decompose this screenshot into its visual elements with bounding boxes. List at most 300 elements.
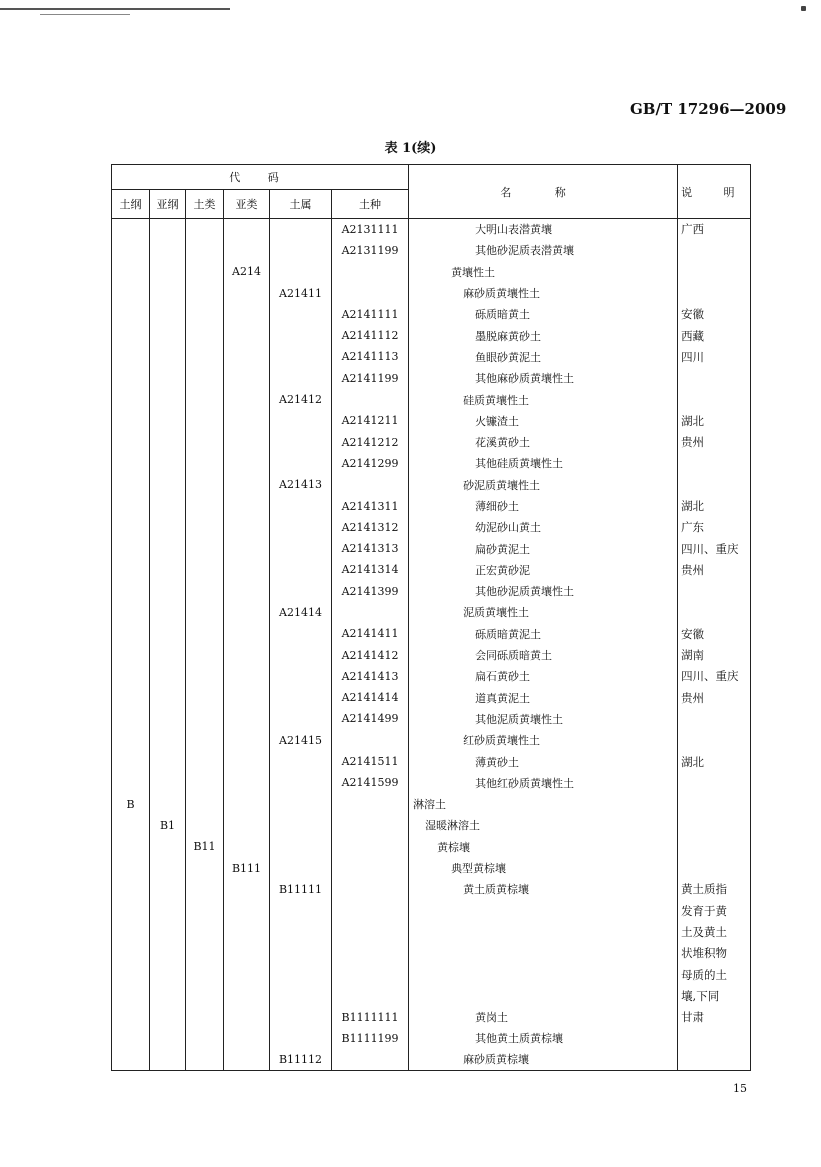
note-cell: 壤,下同	[678, 985, 751, 1006]
suborder-code	[150, 708, 186, 729]
order-code	[112, 240, 150, 261]
family-code	[270, 900, 332, 921]
note-cell: 土及黄土	[678, 921, 751, 942]
table-row	[112, 453, 751, 474]
family-code	[270, 1028, 332, 1049]
order-code	[112, 495, 150, 516]
table-body	[112, 219, 751, 1071]
order-code	[112, 1028, 150, 1049]
subgroup-code	[224, 282, 270, 303]
note-cell	[678, 730, 751, 751]
family-code	[270, 304, 332, 325]
group-code	[186, 453, 224, 474]
group-code	[186, 559, 224, 580]
table-row	[112, 772, 751, 793]
series-code: B1111111	[332, 1006, 409, 1027]
soil-name: 鱼眼砂黄泥土	[409, 346, 678, 367]
series-code: A2141314	[332, 559, 409, 580]
family-code	[270, 538, 332, 559]
series-code: A2141113	[332, 346, 409, 367]
table-row	[112, 474, 751, 495]
order-code	[112, 368, 150, 389]
series-code	[332, 815, 409, 836]
series-code: A2141511	[332, 751, 409, 772]
soil-name: 砾质暗黄土	[409, 304, 678, 325]
subgroup-code	[224, 240, 270, 261]
group-code	[186, 1006, 224, 1027]
subgroup-code	[224, 772, 270, 793]
group-code	[186, 815, 224, 836]
note-cell	[678, 282, 751, 303]
soil-name: 墨脱麻黄砂土	[409, 325, 678, 346]
soil-name: 扁砂黄泥土	[409, 538, 678, 559]
family-code	[270, 943, 332, 964]
series-code: A2141299	[332, 453, 409, 474]
group-code	[186, 474, 224, 495]
suborder-code	[150, 304, 186, 325]
note-cell: 母质的土	[678, 964, 751, 985]
subgroup-code	[224, 964, 270, 985]
table-row	[112, 559, 751, 580]
soil-name: 淋溶土	[409, 794, 678, 815]
subgroup-code	[224, 666, 270, 687]
family-code	[270, 453, 332, 474]
order-code	[112, 943, 150, 964]
subgroup-code	[224, 559, 270, 580]
suborder-code	[150, 410, 186, 431]
order-code	[112, 559, 150, 580]
series-code	[332, 602, 409, 623]
group-code	[186, 389, 224, 410]
standard-code: GB/T 17296—2009	[630, 100, 787, 118]
family-header: 土属	[270, 190, 332, 219]
subgroup-code	[224, 368, 270, 389]
note-cell: 西藏	[678, 325, 751, 346]
note-cell	[678, 1049, 751, 1070]
series-code: A2141312	[332, 517, 409, 538]
group-code	[186, 985, 224, 1006]
note-cell	[678, 836, 751, 857]
soil-name: 砾质暗黄泥土	[409, 623, 678, 644]
table-row	[112, 730, 751, 751]
order-code	[112, 431, 150, 452]
suborder-code	[150, 346, 186, 367]
subgroup-code	[224, 623, 270, 644]
order-code	[112, 772, 150, 793]
note-cell: 广西	[678, 219, 751, 240]
table-row	[112, 261, 751, 282]
suborder-code	[150, 282, 186, 303]
suborder-code	[150, 964, 186, 985]
group-code	[186, 581, 224, 602]
table-row	[112, 857, 751, 878]
suborder-code	[150, 517, 186, 538]
group-code	[186, 943, 224, 964]
series-code	[332, 794, 409, 815]
soil-name: 麻砂质黄棕壤	[409, 1049, 678, 1070]
group-code: B11	[186, 836, 224, 857]
series-code: B1111199	[332, 1028, 409, 1049]
suborder-code	[150, 261, 186, 282]
series-code: A2141313	[332, 538, 409, 559]
note-cell: 安徽	[678, 623, 751, 644]
soil-name: 正宏黄砂泥	[409, 559, 678, 580]
suborder-code	[150, 879, 186, 900]
order-code	[112, 623, 150, 644]
group-code	[186, 751, 224, 772]
group-code	[186, 794, 224, 815]
table-row	[112, 581, 751, 602]
note-cell	[678, 240, 751, 261]
group-code	[186, 730, 224, 751]
note-cell: 贵州	[678, 431, 751, 452]
family-code	[270, 1006, 332, 1027]
table-row	[112, 666, 751, 687]
order-code	[112, 325, 150, 346]
suborder-code	[150, 1006, 186, 1027]
soil-name	[409, 943, 678, 964]
family-code: A21415	[270, 730, 332, 751]
soil-name: 黄棕壤	[409, 836, 678, 857]
order-code	[112, 304, 150, 325]
table-row	[112, 538, 751, 559]
subgroup-code	[224, 602, 270, 623]
soil-name: 其他砂泥质黄壤性土	[409, 581, 678, 602]
subgroup-code	[224, 794, 270, 815]
suborder-code	[150, 921, 186, 942]
order-code	[112, 1006, 150, 1027]
group-code	[186, 538, 224, 559]
table-row	[112, 815, 751, 836]
group-header: 土类	[186, 190, 224, 219]
series-code: A2141199	[332, 368, 409, 389]
family-code: A21412	[270, 389, 332, 410]
soil-name: 硅质黄壤性土	[409, 389, 678, 410]
note-cell	[678, 474, 751, 495]
group-code	[186, 346, 224, 367]
order-code	[112, 453, 150, 474]
series-code	[332, 389, 409, 410]
subgroup-code	[224, 581, 270, 602]
family-code: A21414	[270, 602, 332, 623]
suborder-code	[150, 495, 186, 516]
order-code	[112, 964, 150, 985]
series-code	[332, 857, 409, 878]
series-code: A2131111	[332, 219, 409, 240]
order-code	[112, 219, 150, 240]
soil-name: 其他黄土质黄棕壤	[409, 1028, 678, 1049]
note-cell	[678, 389, 751, 410]
page-number: 15	[733, 1082, 747, 1095]
family-code	[270, 794, 332, 815]
family-code	[270, 240, 332, 261]
suborder-code	[150, 644, 186, 665]
subgroup-code	[224, 219, 270, 240]
subgroup-code	[224, 474, 270, 495]
group-code	[186, 219, 224, 240]
soil-name: 典型黄棕壤	[409, 857, 678, 878]
group-code	[186, 602, 224, 623]
order-code	[112, 985, 150, 1006]
table-row	[112, 346, 751, 367]
subgroup-code	[224, 325, 270, 346]
table-row	[112, 410, 751, 431]
table-row	[112, 240, 751, 261]
note-cell: 状堆积物	[678, 943, 751, 964]
family-code	[270, 751, 332, 772]
subgroup-code	[224, 900, 270, 921]
soil-name	[409, 985, 678, 1006]
soil-name: 薄黄砂土	[409, 751, 678, 772]
soil-name: 火镰渣土	[409, 410, 678, 431]
table-row	[112, 921, 751, 942]
group-code	[186, 368, 224, 389]
table-row	[112, 900, 751, 921]
table-row	[112, 389, 751, 410]
family-code	[270, 857, 332, 878]
order-code	[112, 921, 150, 942]
subgroup-code	[224, 751, 270, 772]
group-code	[186, 772, 224, 793]
subgroup-code	[224, 538, 270, 559]
order-code	[112, 730, 150, 751]
family-code	[270, 985, 332, 1006]
table-row	[112, 1028, 751, 1049]
note-cell: 湖北	[678, 410, 751, 431]
soil-name: 薄细砂土	[409, 495, 678, 516]
order-code	[112, 410, 150, 431]
subgroup-code	[224, 985, 270, 1006]
suborder-code	[150, 538, 186, 559]
series-code: A2141413	[332, 666, 409, 687]
series-code	[332, 730, 409, 751]
note-cell: 甘肃	[678, 1006, 751, 1027]
family-code	[270, 368, 332, 389]
series-code: A2141414	[332, 687, 409, 708]
note-cell	[678, 794, 751, 815]
order-code	[112, 346, 150, 367]
note-cell	[678, 453, 751, 474]
note-cell	[678, 581, 751, 602]
subgroup-code	[224, 389, 270, 410]
family-code	[270, 581, 332, 602]
suborder-code	[150, 985, 186, 1006]
subgroup-header: 亚类	[224, 190, 270, 219]
subgroup-code	[224, 517, 270, 538]
note-cell: 湖北	[678, 751, 751, 772]
table-row	[112, 794, 751, 815]
note-cell	[678, 261, 751, 282]
series-code: A2141211	[332, 410, 409, 431]
family-code: B11111	[270, 879, 332, 900]
order-code	[112, 900, 150, 921]
note-cell: 湖北	[678, 495, 751, 516]
suborder-code	[150, 431, 186, 452]
order-code	[112, 836, 150, 857]
note-cell: 四川、重庆	[678, 666, 751, 687]
family-code	[270, 836, 332, 857]
series-header: 土种	[332, 190, 409, 219]
soil-name: 其他硅质黄壤性土	[409, 453, 678, 474]
table-row	[112, 368, 751, 389]
suborder-header: 亚纲	[150, 190, 186, 219]
family-code	[270, 921, 332, 942]
scan-artifact-dot	[801, 6, 806, 11]
family-code	[270, 708, 332, 729]
order-code	[112, 879, 150, 900]
group-code	[186, 900, 224, 921]
soil-classification-table	[111, 164, 751, 1071]
order-code	[112, 602, 150, 623]
table-row	[112, 964, 751, 985]
subgroup-code	[224, 495, 270, 516]
suborder-code	[150, 666, 186, 687]
series-code: A2141311	[332, 495, 409, 516]
soil-name: 会同砾质暗黄土	[409, 644, 678, 665]
family-code	[270, 964, 332, 985]
group-code	[186, 304, 224, 325]
suborder-code: B1	[150, 815, 186, 836]
subgroup-code	[224, 815, 270, 836]
group-code	[186, 495, 224, 516]
suborder-code	[150, 772, 186, 793]
family-code	[270, 687, 332, 708]
suborder-code	[150, 687, 186, 708]
order-code	[112, 644, 150, 665]
table-row	[112, 751, 751, 772]
subgroup-code	[224, 836, 270, 857]
soil-name: 红砂质黄壤性土	[409, 730, 678, 751]
group-code	[186, 666, 224, 687]
table-row	[112, 1049, 751, 1070]
table-row	[112, 602, 751, 623]
table-row	[112, 282, 751, 303]
note-cell: 安徽	[678, 304, 751, 325]
subgroup-code	[224, 730, 270, 751]
series-code	[332, 474, 409, 495]
series-code	[332, 879, 409, 900]
series-code: A2141399	[332, 581, 409, 602]
suborder-code	[150, 900, 186, 921]
note-header: 说 明	[678, 165, 751, 219]
suborder-code	[150, 474, 186, 495]
series-code	[332, 985, 409, 1006]
family-code	[270, 261, 332, 282]
series-code: A2131199	[332, 240, 409, 261]
order-code	[112, 389, 150, 410]
soil-name: 其他砂泥质表潜黄壤	[409, 240, 678, 261]
subgroup-code	[224, 943, 270, 964]
order-header: 土纲	[112, 190, 150, 219]
family-code: A21413	[270, 474, 332, 495]
suborder-code	[150, 751, 186, 772]
series-code: A2141112	[332, 325, 409, 346]
group-code	[186, 623, 224, 644]
code-group-header: 代 码	[112, 165, 409, 190]
subgroup-code	[224, 346, 270, 367]
subgroup-code	[224, 431, 270, 452]
table-row	[112, 517, 751, 538]
group-code	[186, 708, 224, 729]
group-code	[186, 261, 224, 282]
note-cell: 四川	[678, 346, 751, 367]
suborder-code	[150, 368, 186, 389]
group-code	[186, 1049, 224, 1070]
suborder-code	[150, 623, 186, 644]
family-code: B11112	[270, 1049, 332, 1070]
table-row	[112, 879, 751, 900]
family-code	[270, 517, 332, 538]
group-code	[186, 282, 224, 303]
subgroup-code	[224, 879, 270, 900]
table-row	[112, 623, 751, 644]
group-code	[186, 240, 224, 261]
group-code	[186, 921, 224, 942]
soil-name: 大明山表潜黄壤	[409, 219, 678, 240]
family-code	[270, 346, 332, 367]
group-code	[186, 1028, 224, 1049]
series-code: A2141411	[332, 623, 409, 644]
family-code	[270, 644, 332, 665]
note-cell	[678, 1028, 751, 1049]
family-code	[270, 431, 332, 452]
soil-name: 幼泥砂山黄土	[409, 517, 678, 538]
note-cell: 贵州	[678, 687, 751, 708]
group-code	[186, 879, 224, 900]
subgroup-code	[224, 708, 270, 729]
soil-name: 其他麻砂质黄壤性土	[409, 368, 678, 389]
series-code: A2141599	[332, 772, 409, 793]
table-row	[112, 304, 751, 325]
subgroup-code	[224, 1049, 270, 1070]
soil-name	[409, 900, 678, 921]
note-cell: 四川、重庆	[678, 538, 751, 559]
suborder-code	[150, 1049, 186, 1070]
soil-name: 黄岗土	[409, 1006, 678, 1027]
family-code: A21411	[270, 282, 332, 303]
subgroup-code	[224, 644, 270, 665]
table-row	[112, 943, 751, 964]
table-row	[112, 644, 751, 665]
subgroup-code	[224, 304, 270, 325]
soil-name	[409, 964, 678, 985]
suborder-code	[150, 453, 186, 474]
scan-artifact-line	[40, 14, 130, 15]
suborder-code	[150, 325, 186, 346]
suborder-code	[150, 943, 186, 964]
series-code	[332, 964, 409, 985]
order-code	[112, 474, 150, 495]
order-code	[112, 687, 150, 708]
note-cell	[678, 815, 751, 836]
table-row	[112, 708, 751, 729]
order-code	[112, 261, 150, 282]
suborder-code	[150, 794, 186, 815]
order-code	[112, 1049, 150, 1070]
order-code	[112, 708, 150, 729]
suborder-code	[150, 559, 186, 580]
order-code	[112, 666, 150, 687]
subgroup-code	[224, 453, 270, 474]
note-cell: 湖南	[678, 644, 751, 665]
suborder-code	[150, 602, 186, 623]
family-code	[270, 410, 332, 431]
note-cell	[678, 708, 751, 729]
family-code	[270, 495, 332, 516]
table-title: 表 1(续)	[384, 141, 437, 156]
order-code	[112, 538, 150, 559]
family-code	[270, 815, 332, 836]
